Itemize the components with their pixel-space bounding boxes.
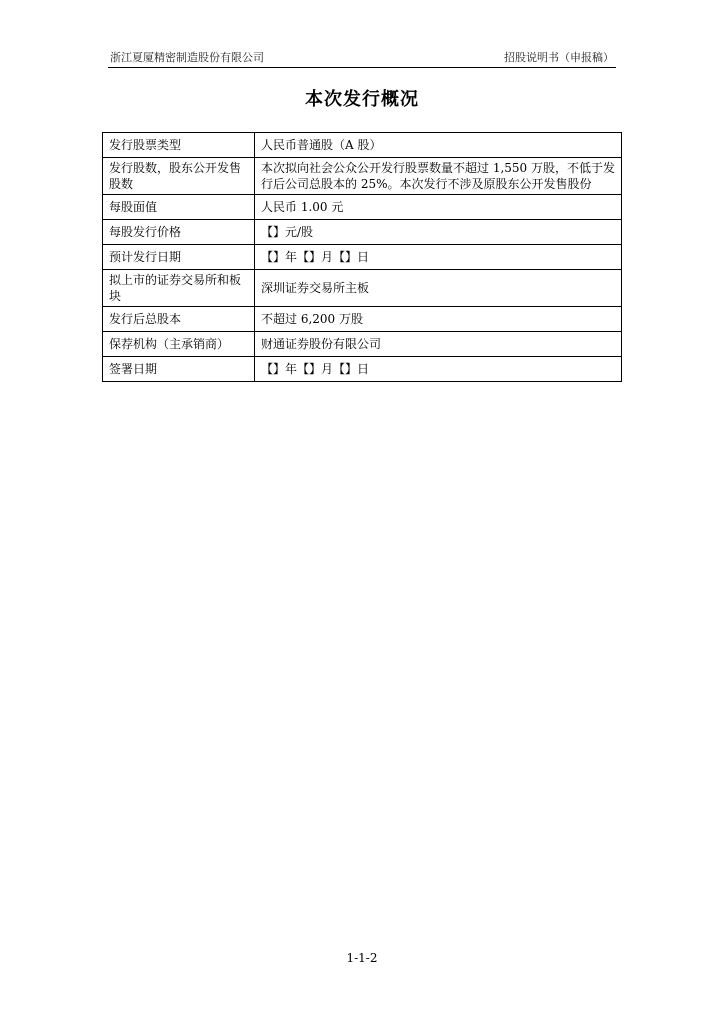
header-company-name: 浙江夏厦精密制造股份有限公司 [110, 51, 264, 64]
row-label: 每股发行价格 [103, 220, 255, 245]
header-document-type: 招股说明书（申报稿） [504, 51, 614, 64]
row-value: 人民币普通股（A 股） [255, 133, 622, 158]
page-number: 1-1-2 [346, 951, 378, 965]
row-value: 【】年【】月【】日 [255, 357, 622, 382]
row-value: 不超过 6,200 万股 [255, 307, 622, 332]
row-value: 人民币 1.00 元 [255, 195, 622, 220]
table-row [103, 158, 622, 195]
row-value: 深圳证券交易所主板 [255, 270, 622, 307]
table-row [103, 307, 622, 332]
row-label: 签署日期 [103, 357, 255, 382]
row-label: 发行股数，股东公开发售股数 [103, 158, 255, 195]
row-label: 发行后总股本 [103, 307, 255, 332]
issuance-overview-table [102, 132, 622, 382]
row-label: 保荐机构（主承销商） [103, 332, 255, 357]
row-value: 财通证券股份有限公司 [255, 332, 622, 357]
table-row [103, 195, 622, 220]
table-row [103, 245, 622, 270]
page-title: 本次发行概况 [305, 89, 419, 110]
row-label: 每股面值 [103, 195, 255, 220]
row-label: 发行股票类型 [103, 133, 255, 158]
table-row [103, 270, 622, 307]
table-row [103, 133, 622, 158]
table-row [103, 332, 622, 357]
row-value: 【】元/股 [255, 220, 622, 245]
table-row [103, 357, 622, 382]
row-value: 【】年【】月【】日 [255, 245, 622, 270]
page-header [110, 50, 614, 66]
row-label: 拟上市的证券交易所和板块 [103, 270, 255, 307]
header-divider [108, 67, 616, 68]
table-row [103, 220, 622, 245]
row-value: 本次拟向社会公众公开发行股票数量不超过 1,550 万股，不低于发行后公司总股本的 25%。本次发行不涉及原股东公开发售股份 [255, 158, 622, 195]
row-label: 预计发行日期 [103, 245, 255, 270]
